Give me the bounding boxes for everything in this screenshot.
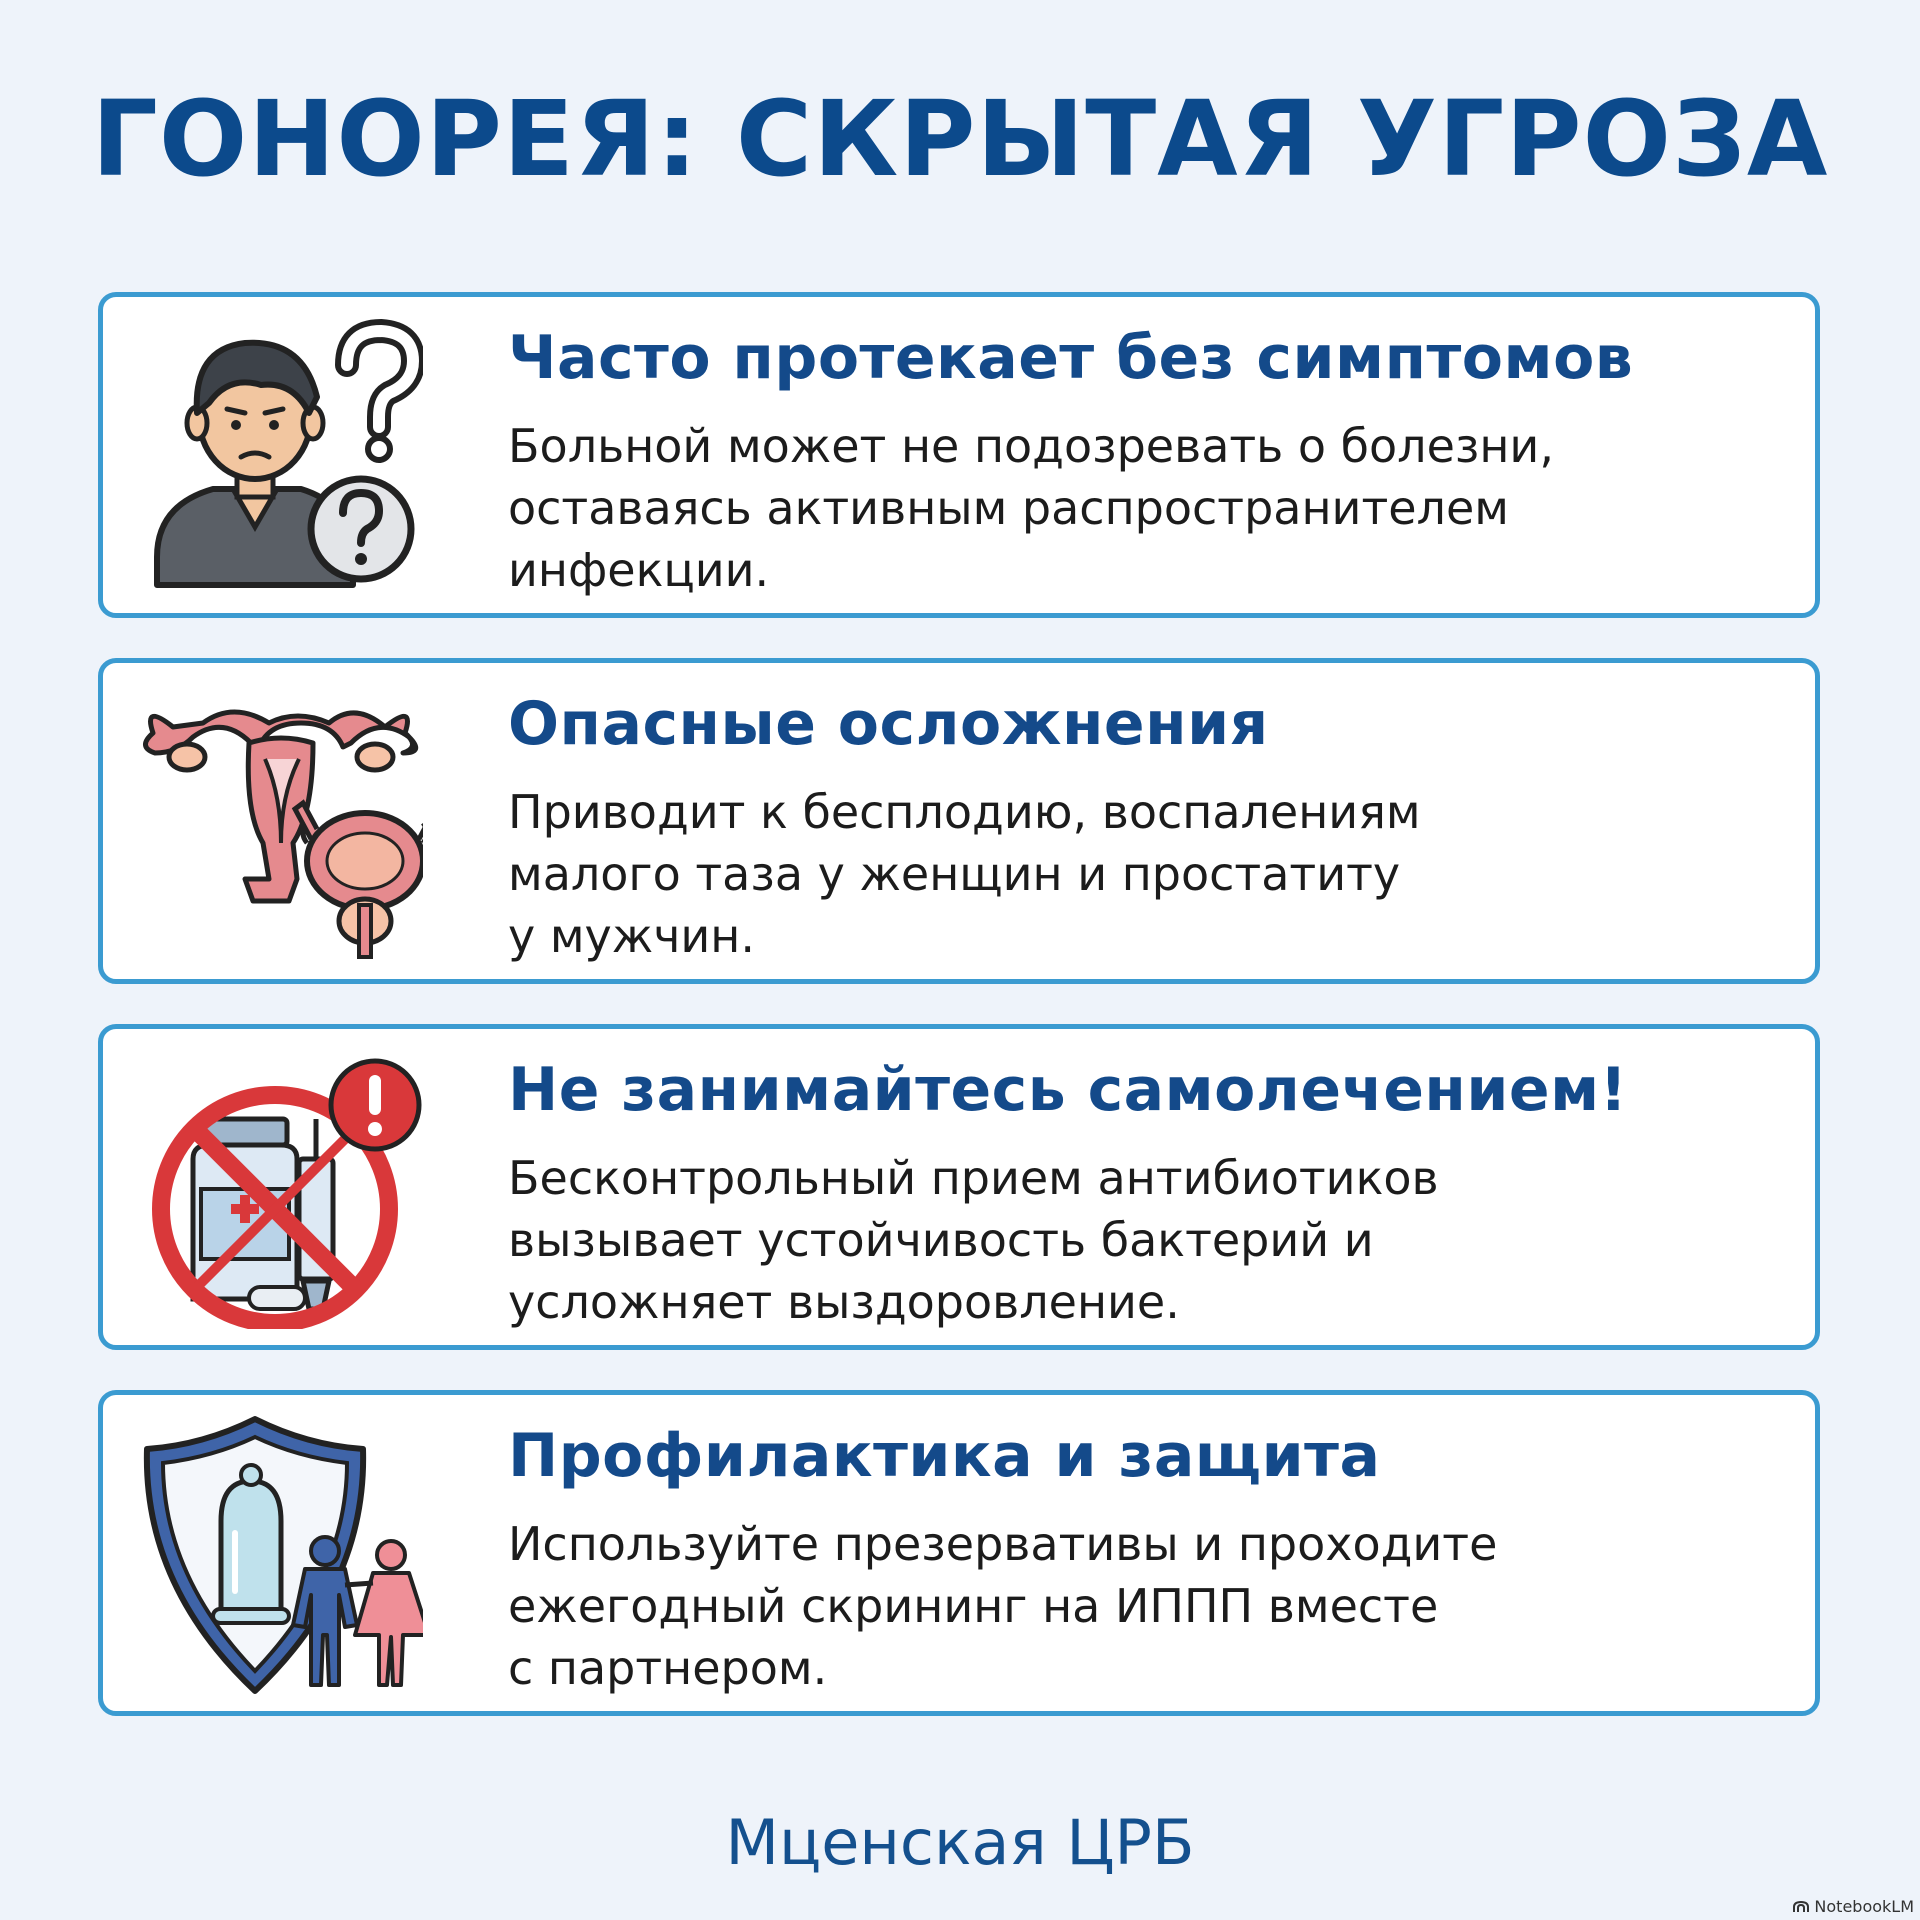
card-text-line: с партнером.	[508, 1641, 828, 1695]
reproductive-organs-icon	[133, 683, 423, 963]
confused-person-icon	[133, 317, 423, 597]
card-text-line: Приводит к бесплодию, воспалениям	[508, 785, 1421, 839]
card-description	[508, 1513, 1785, 1699]
card-text-line: оставаясь активным распространителем	[508, 481, 1509, 535]
card-text-line: усложняет выздоровление.	[508, 1275, 1180, 1329]
card-heading: Не занимайтесь самолечением!	[508, 1055, 1628, 1125]
watermark	[1792, 1897, 1914, 1916]
card-text-line: инфекции.	[508, 543, 770, 597]
no-self-medication-icon	[133, 1049, 423, 1329]
card-text-line: малого таза у женщин и простатиту	[508, 847, 1401, 901]
card-text-line: вызывает устойчивость бактерий и	[508, 1213, 1374, 1267]
notebooklm-logo-icon	[1792, 1901, 1810, 1913]
card-heading: Часто протекает без симптомов	[508, 323, 1634, 393]
watermark-text: NotebookLM	[1814, 1897, 1914, 1916]
card-text-line: ежегодный скрининг на ИППП вместе	[508, 1579, 1439, 1633]
protection-shield-icon	[133, 1415, 423, 1695]
card-description	[508, 415, 1785, 601]
footer-organization: Мценская ЦРБ	[725, 1806, 1195, 1879]
info-card-complications	[98, 658, 1820, 984]
card-text-line: Бесконтрольный прием антибиотиков	[508, 1151, 1439, 1205]
info-card-prevention	[98, 1390, 1820, 1716]
page-title: ГОНОРЕЯ: СКРЫТАЯ УГРОЗА	[91, 78, 1829, 200]
info-card-asymptomatic	[98, 292, 1820, 618]
card-description	[508, 1147, 1785, 1333]
card-description	[508, 781, 1785, 967]
card-heading: Опасные осложнения	[508, 689, 1269, 759]
card-text-line: у мужчин.	[508, 909, 755, 963]
card-text-line: Больной может не подозревать о болезни,	[508, 419, 1554, 473]
card-text-line: Используйте презервативы и проходите	[508, 1517, 1498, 1571]
card-heading: Профилактика и защита	[508, 1421, 1381, 1491]
info-card-self-treatment	[98, 1024, 1820, 1350]
